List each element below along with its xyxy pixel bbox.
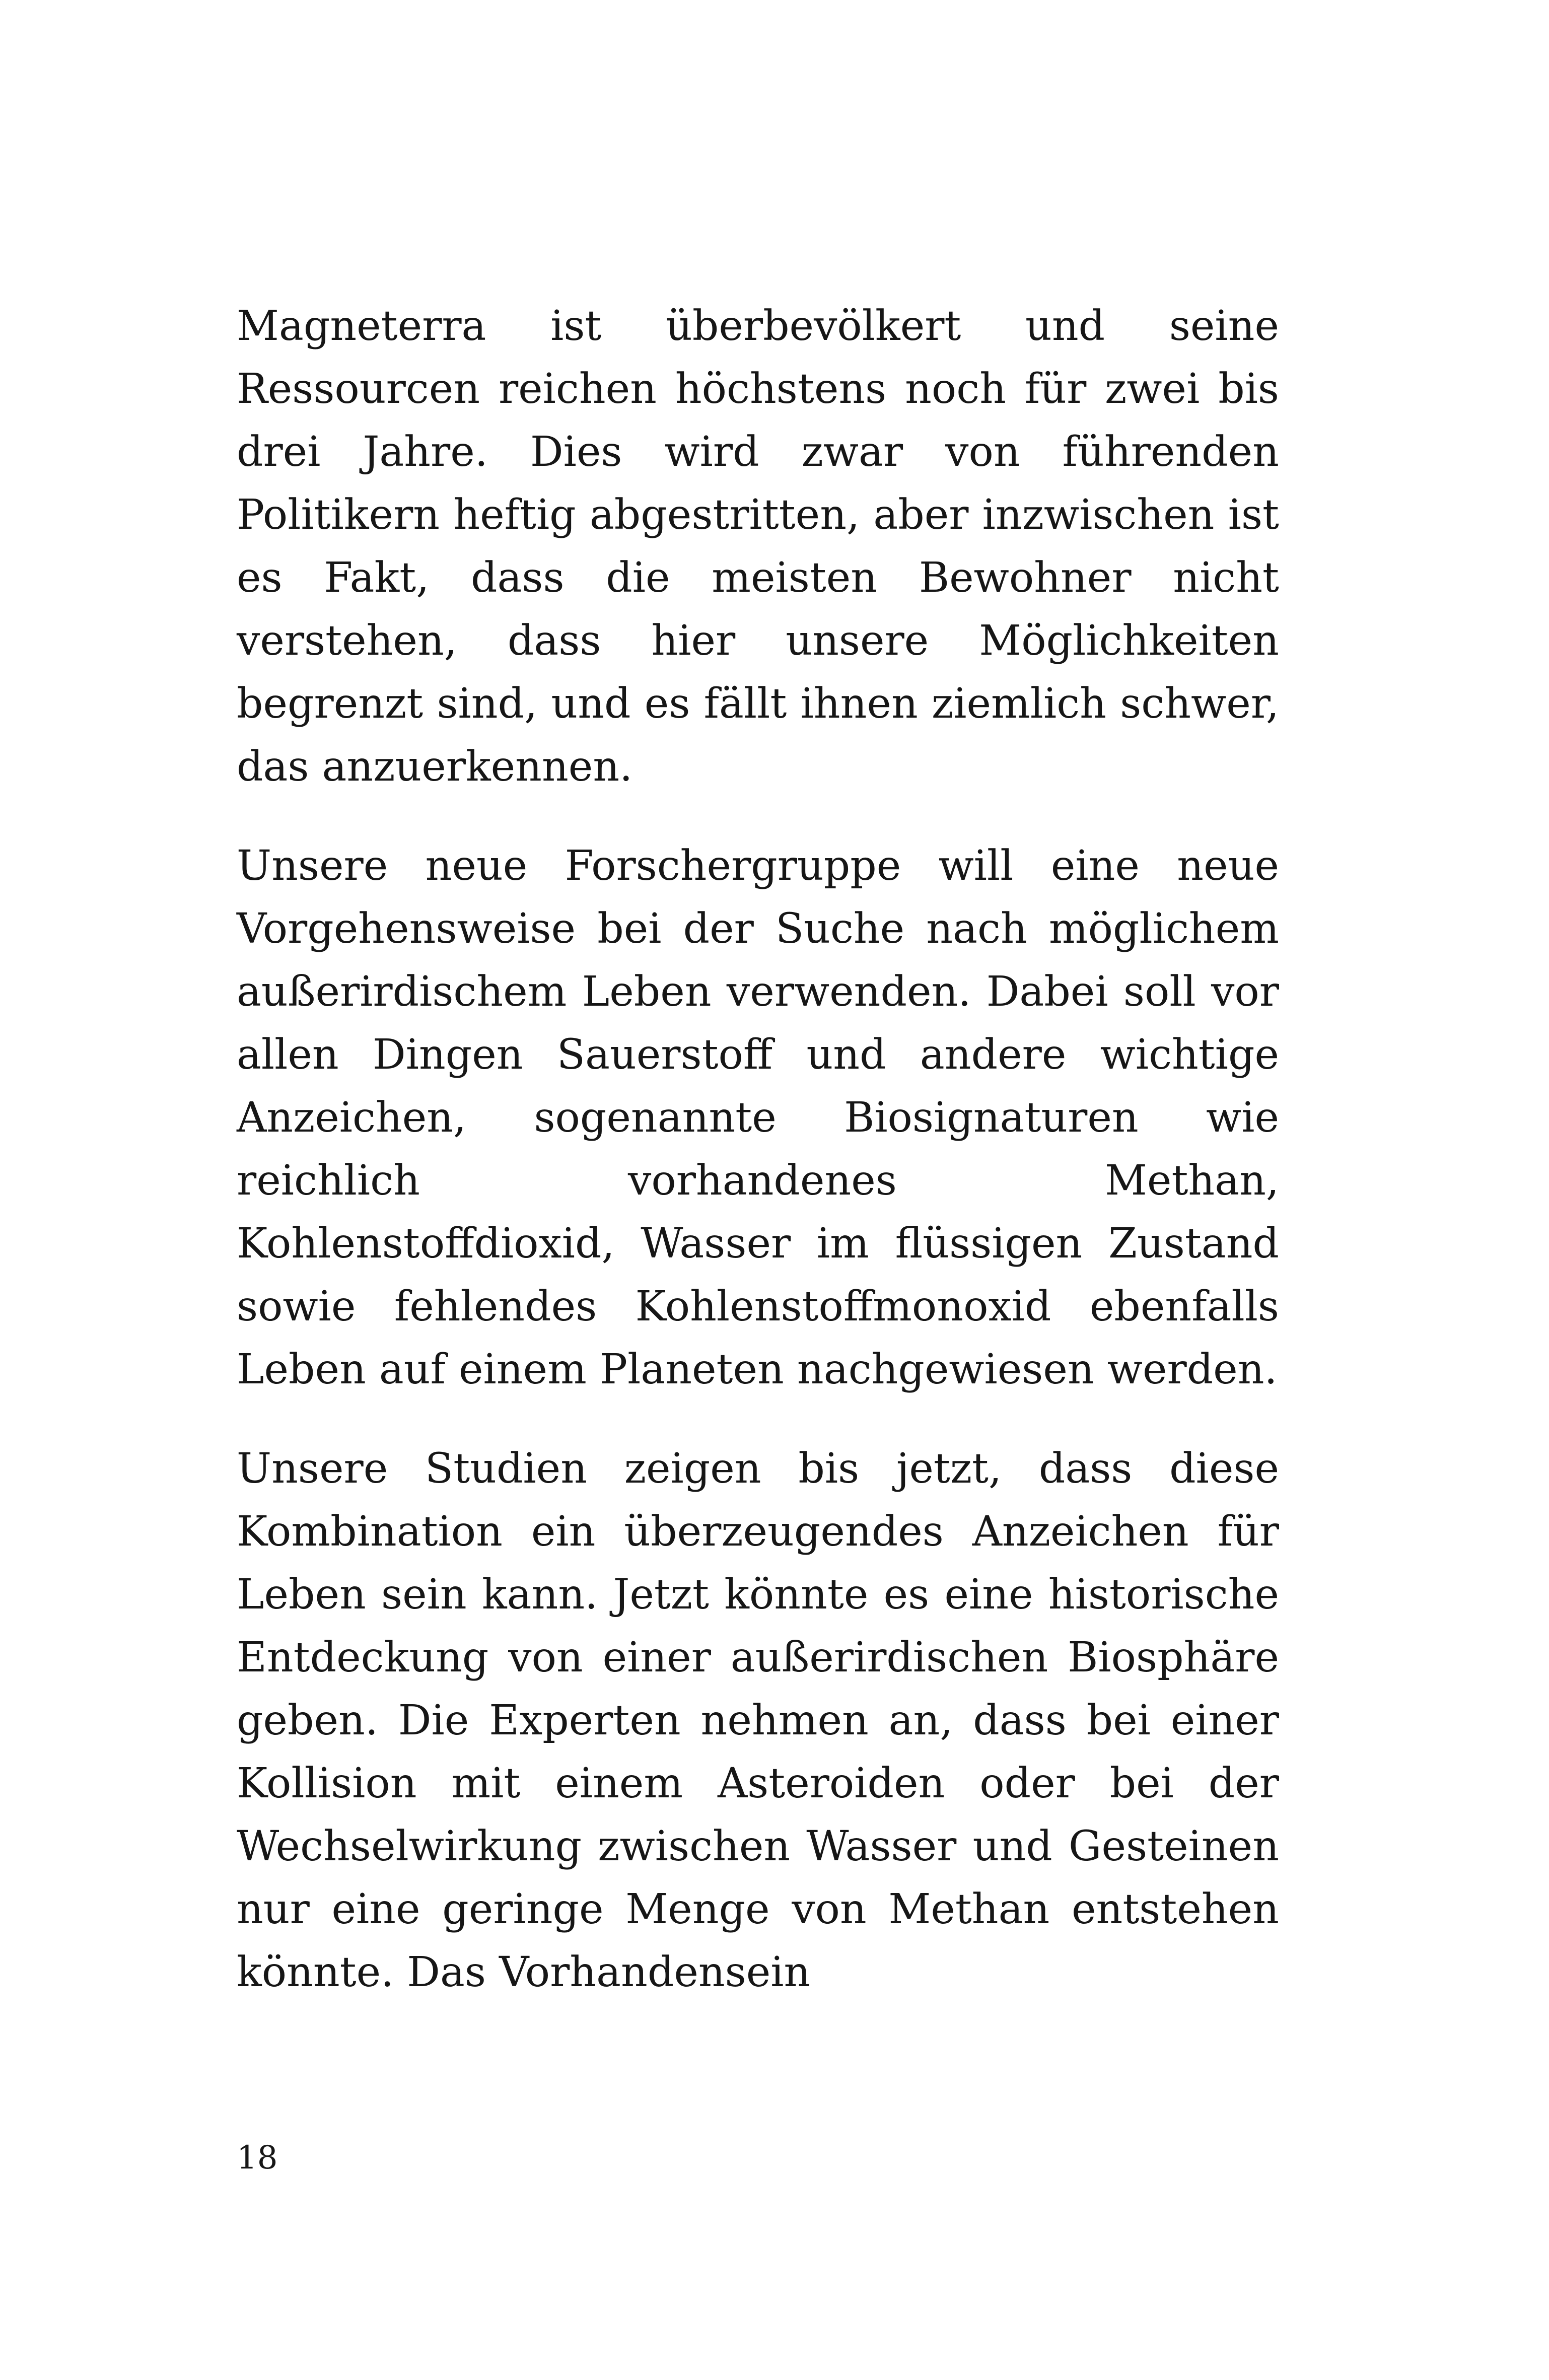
paragraph-3: Unsere Studien zeigen bis jetzt, dass diese Kombination ein überzeugendes Anzeichen für Leben sein kann. Jetzt könnte es eine historische Entdeckung von einer außerirdischen Biosphäre geben. Die Experten nehmen an, dass bei einer Kollision mit einem Asteroiden oder bei der Wechselwirkung zwischen Wasser und Gesteinen nur eine geringe Menge von Methan entstehen könnte. Das Vorhandensein bbox=[237, 1445, 1279, 1996]
page-number: 18 bbox=[237, 2139, 278, 2177]
body-text bbox=[237, 295, 1279, 2004]
paragraph-2: Unsere neue Forschergruppe will eine neue Vorgehensweise bei der Suche nach möglichem außerirdischem Leben verwenden. Dabei soll vor allen Dingen Sauerstoff und andere wichtige Anzeichen, sogenannte Biosignaturen wie reichlich vorhandenes Methan, Kohlenstoffdioxid, Wasser im flüssigen Zustand sowie fehlendes Kohlenstoffmonoxid ebenfalls Leben auf einem Planeten nachgewiesen werden. bbox=[237, 842, 1279, 1393]
paragraph-1: Magneterra ist überbevölkert und seine Ressourcen reichen höchstens noch für zwei bis drei Jahre. Dies wird zwar von führenden Politikern heftig abgestritten, aber inzwischen ist es Fakt, dass die meisten Bewohner nicht verstehen, dass hier unsere Möglichkeiten begrenzt sind, und es fällt ihnen ziemlich schwer, das anzuerkennen. bbox=[237, 302, 1279, 791]
